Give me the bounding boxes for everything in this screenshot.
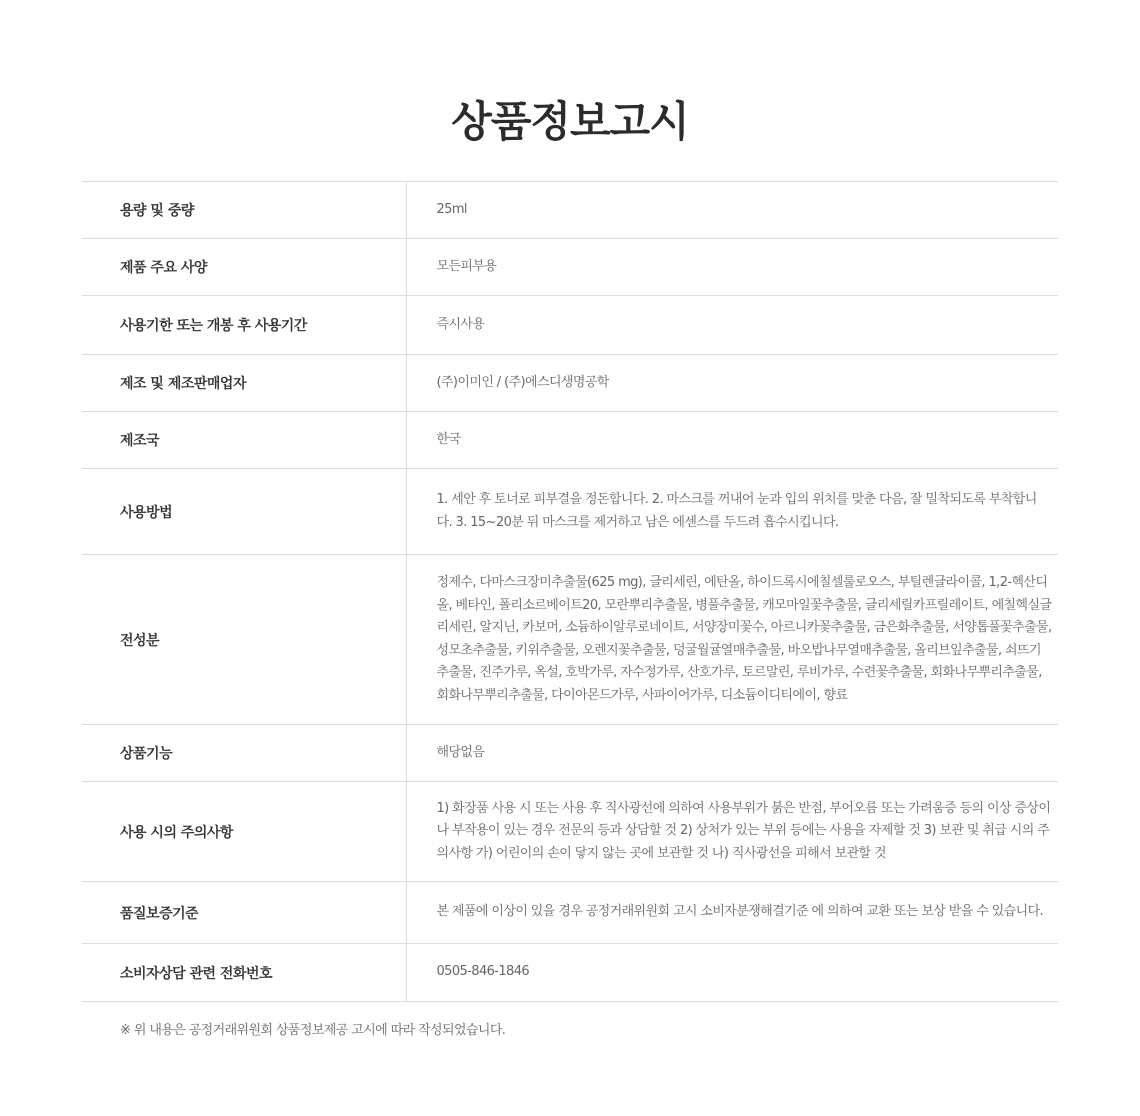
row-label-function: 상품기능: [82, 725, 406, 782]
row-label-spec: 제품 주요 사양: [82, 239, 406, 296]
row-value-quality: 본 제품에 이상이 있을 경우 공정거래위원회 고시 소비자분쟁해결기준 에 의하여 교환 또는 보상 받을 수 있습니다.: [436, 904, 1044, 920]
row-value-manufacturer: (주)이미인 / (주)에스디생명공학: [436, 374, 609, 390]
table-row: [82, 239, 1058, 296]
row-value-capacity: 25ml: [436, 201, 467, 217]
row-label-country: 제조국: [82, 412, 406, 469]
row-label-quality: 품질보증기준: [82, 882, 406, 944]
footnote: ※ 위 내용은 공정거래위원회 상품정보제공 고시에 따라 작성되었습니다.: [120, 1023, 506, 1038]
table-row: [82, 944, 1058, 1002]
table-row: [82, 725, 1058, 782]
product-info-table: [82, 181, 1058, 1002]
row-value-function: 해당없음: [436, 744, 485, 760]
row-label-expiry: 사용기한 또는 개봉 후 사용기간: [82, 296, 406, 355]
row-label-phone: 소비자상담 관련 전화번호: [82, 944, 406, 1002]
row-label-ingredients: 전성분: [82, 555, 406, 725]
row-label-usage: 사용방법: [82, 469, 406, 555]
row-value-cautions: 1) 화장품 사용 시 또는 사용 후 직사광선에 의하여 사용부위가 붉은 반점, 부어오름 또는 가려움증 등의 이상 증상이나 부작용이 있는 경우 전문의 등과 상담할 것 2) 상처가 있는 부위 등에는 사용을 자제할 것 3) 보관 및 취급 시의 주의사항 가) 어린이의 손이 닿지 않는 곳에 보관할 것 나) 직사광선을 피해서 보관할 것: [436, 800, 1051, 861]
table-row: [82, 182, 1058, 239]
page-title: 상품정보고시: [451, 97, 689, 146]
table-row: [82, 296, 1058, 355]
row-value-country: 한국: [436, 431, 461, 447]
row-value-spec: 모든피부용: [436, 258, 497, 274]
row-label-manufacturer: 제조 및 제조판매업자: [82, 355, 406, 412]
table-row: [82, 355, 1058, 412]
row-value-expiry: 즉시사용: [436, 316, 485, 332]
table-row: [82, 412, 1058, 469]
table-row: [82, 555, 1058, 725]
table-row: [82, 882, 1058, 944]
row-value-ingredients: 정제수, 다마스크장미추출물(625 mg), 글리세린, 에탄올, 하이드록시에칠셀룰로오스, 부틸렌글라이콜, 1,2-헥산디올, 베타인, 폴리소르베이트20, 모란뿌리추출물, 병풀추출물, 캐모마일꽃추출물, 글리세릴카프릴레이트, 에칠헥실글리세린, 알지닌, 카보머, 소듐하이알루로네이트, 서양장미꽃수, 아르니카꽃추출물, 금은화추출물, 서양톱풀꽃추출물, 성모초추출물, 키위추출물, 오렌지꽃추출물, 덩굴월귤열매추출물, 바오밥나무열매추출물, 올리브잎추출물, 쇠뜨기추출물, 진주가루, 옥설, 호박가루, 자수정가루, 산호가루, 토르말린, 루비가루, 수련꽃추출물, 회화나무뿌리추출물, 회화나무뿌리추출물, 다이아몬드가루, 사파이어가루, 디소듐이디티에이, 향료: [436, 575, 1052, 703]
table-row: [82, 469, 1058, 555]
table-row: [82, 782, 1058, 882]
row-value-phone: 0505-846-1846: [436, 964, 530, 980]
row-value-usage: 1. 세안 후 토너로 피부결을 정돈합니다. 2. 마스크를 꺼내어 눈과 입의 위치를 맞춘 다음, 잘 밀착되도록 부착합니다. 3. 15~20분 뒤 마스크를 제거하고 남은 에센스를 두드려 흡수시킵니다.: [436, 492, 1037, 530]
row-label-capacity: 용량 및 중량: [82, 182, 406, 239]
row-label-cautions: 사용 시의 주의사항: [82, 782, 406, 882]
